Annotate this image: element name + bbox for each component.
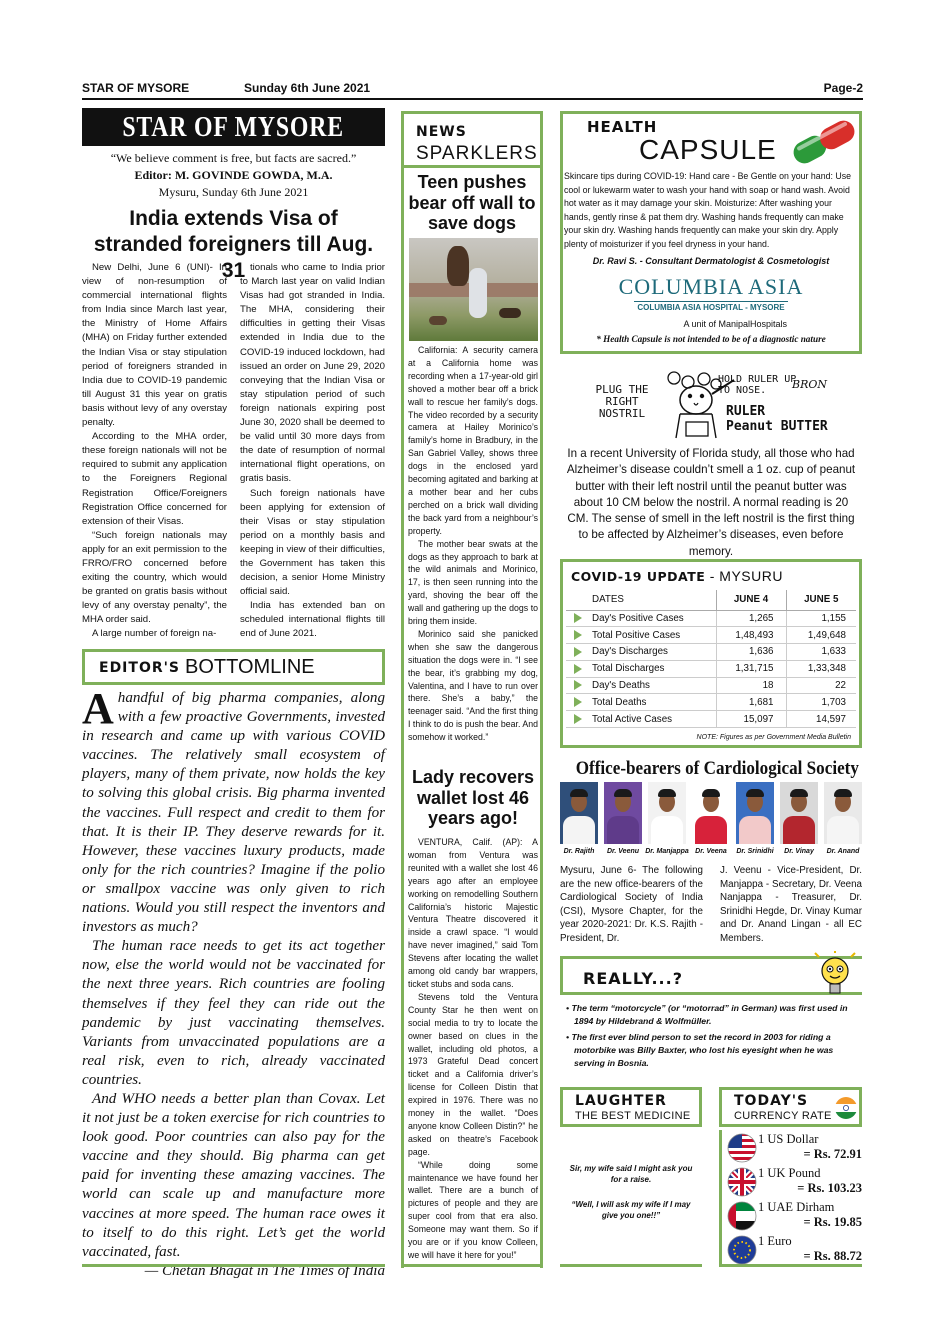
covid-value-june5: 1,155	[786, 610, 856, 627]
article-paragraph: Morinico said she panicked when she saw the dangerous situation the dogs were in. “I see the bear, it’s grabbing my dog, Valentina, and I have to run over there. She’s a baby,” the teenager said. “And the first thing I think to do is push the bear. And somehow it worked.”	[408, 628, 538, 743]
cartoon-label-ruler: RULER	[726, 404, 766, 419]
office-bearer-photo	[692, 782, 730, 844]
office-bearer	[736, 782, 774, 860]
article-paragraph: Such foreign nationals have been applying for extension of their Visas or stay stipulation period on a monthly basis and keeping in view of their difficulties, the Government has taken this decision, a senior Home Ministry official said.	[240, 487, 385, 598]
editors-label-bold: EDITOR'S	[99, 660, 180, 676]
news-right-rule	[540, 168, 543, 1268]
visa-column-1	[82, 261, 227, 642]
covid-value-june4: 1,265	[716, 610, 786, 627]
article-paragraph: The mother bear swats at the dogs as they approach to bark at the wild animals and Morinico, 17, is then seen running into the yard, shoving the bear off the wall and gathering up the dogs to bring them inside.	[408, 538, 538, 627]
currency-item	[722, 1232, 862, 1266]
article-paragraph: California: A security camera at a California home was recording when a 17-year-old girl shoved a mother bear off a brick wall to rescue her family’s dogs. The video recorded by a security camera at Hailey Morinico’s family’s home in Bradbury, in the San Gabriel Valley, shows three dogs in the enclosed yard becoming agitated and barking at a mother bear and her cubs perched on a brick wall dividing the back yard from a neighbour’s property.	[408, 345, 538, 536]
header-page-number: Page-2	[823, 81, 863, 95]
photo-girl	[469, 268, 487, 318]
covid-value-june4: 1,681	[716, 694, 786, 711]
uae-flag-icon	[727, 1201, 757, 1231]
hospital-unit: A unit of ManipalHospitals	[683, 319, 787, 329]
covid-header-june4: JUNE 4	[716, 590, 786, 610]
india-flag-icon	[834, 1096, 858, 1120]
row-arrow-icon	[574, 647, 582, 657]
covid-value-june5: 1,633	[786, 644, 856, 661]
alzheimer-text: In a recent University of Florida study, all those who had Alzheimer’s disease couldn’t smell a 1 oz. cup of peanut butter with their left nostril until the peanut butter was about 10 CM below the nostril. A normal reading is 20 CM. The sense of smell in the left nostril is the first thing to be affected by Alzheimer’s diseases, even before memory.	[566, 447, 856, 558]
office-bearer-name: Dr. Anand	[826, 848, 860, 855]
covid-header-dates: DATES	[592, 594, 624, 606]
editorial-first-paragraph: handful of big pharma companies, along with a few proactive Governments, invested in research and came up with various COVID vaccines. The relatively small ecosystem of players, many of them private, now holds the key to solving this global crisis. Big pharma invented the vaccines. Full respect and credit to them for that. It is their IP. They deserve rewards for it. However, these vaccines luxury products, made only for the rich countries? Imagine if the polio or smallpox vaccine was only given to rich nations. Would you still respect the inventors and investors as much?	[82, 690, 385, 936]
article-paragraph: India has extended ban on scheduled international flights till end of June 2021.	[240, 600, 385, 640]
editorial-bottom-rule	[82, 1264, 385, 1267]
covid-note: NOTE: Figures as per Government Media Bulletin	[696, 734, 851, 741]
news-bottom-rule	[401, 1264, 543, 1267]
photo-dog	[499, 308, 521, 318]
currency-item	[722, 1130, 862, 1164]
currency-label-box	[719, 1087, 862, 1127]
covid-row-label	[566, 694, 716, 711]
masthead-editor: Editor: M. GOVINDE GOWDA, M.A.	[134, 168, 333, 182]
currency-label-bold: TODAY'S	[734, 1093, 809, 1109]
office-bearer-name: Dr. Srinidhi	[736, 848, 774, 855]
covid-value-june4: 1,31,715	[716, 660, 786, 677]
health-tip-text	[564, 170, 858, 252]
covid-update-label	[571, 568, 783, 586]
covid-table	[566, 590, 856, 728]
news-sparklers-label	[401, 111, 543, 168]
masthead-logo	[82, 108, 385, 146]
office-bearer-photo	[736, 782, 774, 844]
news-label-light: SPARKLERS	[416, 143, 538, 164]
laughter-label-light: THE BEST MEDICINE	[575, 1110, 691, 1122]
masthead-info	[82, 150, 385, 201]
currency-item	[722, 1164, 862, 1198]
really-label: REALLY...?	[583, 969, 683, 988]
laughter-bottom-rule	[560, 1264, 702, 1267]
covid-row-label	[566, 610, 716, 627]
cartoon-caption-ruler: HOLD RULER UP TO NOSE.	[718, 374, 797, 396]
covid-value-june4: 15,097	[716, 711, 786, 728]
office-bearer-name: Dr. Veenu	[606, 848, 640, 855]
office-bearer-name: Dr. Vinay	[784, 848, 814, 855]
masthead-motto: “We believe comment is free, but facts are sacred.”	[110, 151, 357, 165]
currency-name: 1 Euro	[758, 1234, 792, 1248]
covid-value-june4: 1,48,493	[716, 627, 786, 644]
article-paragraph: “While doing some maintenance we have found her wallet. There are a bunch of pictures of people and they are super cool from that era also. Someone may want them. So if you are or if you know Colleen, we will have it here for you!”	[408, 1159, 538, 1260]
health-disclaimer: * Health Capsule is not intended to be of a diagnostic nature	[596, 334, 826, 344]
lightbulb-icon	[811, 951, 859, 1001]
office-bearer	[780, 782, 818, 860]
covid-row	[566, 644, 856, 661]
office-bearer	[604, 782, 642, 860]
currency-rate: = Rs. 88.72	[803, 1249, 862, 1263]
really-item-text: The first ever blind person to set the record in 2003 for riding a motorbike was Billy Baxter, who lost his eyesight when he was serving in Bosnia.	[571, 1032, 834, 1068]
article-paragraph: Stevens told the Ventura County Star he then went on social media to try to locate the owner based on clues in the wallet, including old photos, a 1973 Grateful Dead concert ticket and a California driver’s license for Colleen Distin that expired in 1976. There was no money in the wallet. “Does anyone know Colleen Distin?” he asked on theatre’s Facebook page.	[408, 991, 538, 1157]
currency-name: 1 UK Pound	[758, 1166, 821, 1180]
covid-row-label	[566, 660, 716, 677]
currency-name: 1 US Dollar	[758, 1132, 819, 1146]
row-arrow-icon	[574, 680, 582, 690]
bear-headline: Teen pushes bear off wall to save dogs	[408, 172, 536, 233]
covid-row-label	[566, 677, 716, 694]
covid-value-june4: 1,636	[716, 644, 786, 661]
health-doctor: Dr. Ravi S. - Consultant Dermatologist & Cosmetologist	[592, 256, 830, 266]
really-label-box	[560, 956, 862, 995]
editorial-body	[82, 684, 385, 1281]
editors-label-light: BOTTOMLINE	[185, 656, 315, 678]
covid-row	[566, 711, 856, 728]
health-bottom-rule	[560, 351, 862, 354]
covid-row	[566, 677, 856, 694]
covid-row-label	[566, 711, 716, 728]
cartoon-label-butter: Peanut BUTTER	[726, 419, 828, 434]
row-arrow-icon	[574, 664, 582, 674]
cardio-photos	[560, 782, 862, 860]
article-paragraph: tionals who came to India prior to March last year on valid Indian Visas had got stranded in India. The MHA, considering their difficulties in getting their Visas extended in India due to the COVID-19 induced lockdown, had issued an order on June 29, 2020 conveying that the Indian Visa or stay stipulation period of such foreign nationals expiring post June 30, 2020 shall be deemed to be valid until 30 more days from the date of resumption of normal international flight operations, on gratis basis.	[240, 262, 385, 485]
article-paragraph: “Such foreign nationals may apply for an exit permission to the FRRO/FRO concerned before exiting the country, which would be granted on gratis basis without levy of any overstay penalty”, the MHA order said.	[82, 529, 227, 626]
office-bearer	[824, 782, 862, 860]
header-date: Sunday 6th June 2021	[244, 81, 371, 95]
covid-value-june5: 22	[786, 677, 856, 694]
editorial-paragraph: And WHO needs a better plan than Covax. Let it not just be a token exercise for rich countries to look good. Poor countries can also pay for the vaccine and they should. Big pharma can get paid for inventing these amazing vaccines. The world can scale up and manufacture more vaccines at more speed. The human race owes it to itself to do this right. Let’s get the world vaccinated, fast.	[82, 1090, 385, 1260]
office-bearer	[645, 782, 689, 860]
office-bearer-photo	[648, 782, 686, 844]
office-bearer-photo	[824, 782, 862, 844]
wallet-story	[408, 836, 538, 1262]
bear-story	[408, 344, 538, 744]
cardio-text-col2: J. Veenu - Vice-President, Dr. Manjappa - Secretary, Dr. Veena Nanjappa - Treasurer, Dr. Srinidhi Hegde, Dr. Vinay Kumar and Dr. Anand Lingan - all EC Members.	[720, 865, 862, 944]
covid-row	[566, 627, 856, 644]
cartoon-signature: BRON	[792, 378, 828, 391]
cardio-title-text: Office-bearers of Cardiological Society	[575, 758, 859, 779]
really-item-text: The term “motorcycle” (or “motorrad” in German) was first used in 1894 by Hildebrand & Wolfmüller.	[571, 1003, 848, 1026]
row-arrow-icon	[574, 697, 582, 707]
news-label-bold: NEWS	[416, 124, 467, 140]
wallet-headline: Lady recovers wallet lost 46 years ago!	[411, 767, 535, 828]
laughter-label-bold: LAUGHTER	[575, 1093, 667, 1109]
covid-value-june5: 14,597	[786, 711, 856, 728]
currency-rate: = Rs. 19.85	[803, 1215, 862, 1229]
bear-photo	[409, 238, 538, 341]
columbia-asia-logo: COLUMBIA ASIA	[618, 274, 804, 299]
photo-dog	[429, 316, 447, 325]
article-paragraph: VENTURA, Calif. (AP): A woman from Ventura was reunited with a wallet she lost 46 years ago after an employee working on remodelling Southern California’s historic Majestic Ventura Theatre discovered it inside a crawl space. “I would have never imagined,” said Tom Stevens after locating the wallet among old candy bar wrappers, ticket stubs and soda cans.	[408, 837, 538, 989]
health-label-light: CAPSULE	[639, 134, 777, 165]
health-tip-body: Skincare tips during COVID-19: Hand care - Be Gentle on your hand: Use cool or lukewarm water to wash your hand with soap or hand wash. Avoid hot water as it may damage your skin. Moisturize: After washing your hands, gently rinse & pat them dry. Washing hands frequently can make your skin dry. Washing hands frequently can make your skin dry. Apply plenty of moisturizer if you feel dryness in your hand.	[564, 171, 852, 249]
covid-row	[566, 660, 856, 677]
covid-row-label	[566, 627, 716, 644]
covid-table-body	[566, 610, 856, 728]
office-bearer	[692, 782, 730, 860]
covid-label-light: - MYSURU	[709, 568, 783, 584]
cardio-text-col1: Mysuru, June 6- The following are the new office-bearers of the Cardiological Society of India (CSI), Mysore Chapter, for the year 2020-2021: Dr. K.S. Rajith - President, Dr.	[560, 865, 703, 944]
editorial-drop-cap: A	[82, 684, 114, 733]
row-arrow-icon	[574, 613, 582, 623]
currency-item	[722, 1198, 862, 1232]
row-arrow-icon	[574, 630, 582, 640]
health-label-bold: HEALTH	[587, 118, 658, 136]
covid-row-label-text: Day's Discharges	[592, 646, 668, 658]
office-bearer-photo	[604, 782, 642, 844]
editors-bottomline-label	[82, 649, 385, 685]
office-bearer-name: Dr. Rajith	[563, 848, 595, 855]
editorial-credit: — Chetan Bhagat in The Times of India	[144, 1262, 385, 1279]
health-capsule-label	[560, 111, 862, 167]
hospital-name: COLUMBIA ASIA HOSPITAL - MYSORE	[634, 301, 788, 312]
office-bearer-photo	[560, 782, 598, 844]
laughter-label-box	[560, 1087, 702, 1127]
header-paper-name: STAR OF MYSORE	[82, 81, 190, 95]
covid-value-june5: 1,703	[786, 694, 856, 711]
office-bearer-name: Dr. Veena	[695, 848, 727, 855]
covid-row-label-text: Total Discharges	[592, 663, 665, 675]
currency-name: 1 UAE Dirham	[758, 1200, 835, 1214]
page-header	[82, 80, 863, 100]
office-bearer	[560, 782, 598, 860]
covid-header-june5: JUNE 5	[786, 590, 856, 610]
row-arrow-icon	[574, 714, 582, 724]
office-bearer-photo	[780, 782, 818, 844]
covid-value-june4: 18	[716, 677, 786, 694]
covid-row-label-text: Total Active Cases	[592, 713, 673, 725]
article-paragraph: A large number of foreign na-	[92, 628, 217, 640]
covid-row	[566, 694, 856, 711]
cartoon-caption-plug: PLUG THE RIGHT NOSTRIL	[595, 383, 649, 420]
covid-row-label-text: Total Positive Cases	[592, 629, 681, 641]
office-bearer-name: Dr. Manjappa	[645, 848, 689, 855]
news-left-rule	[401, 168, 404, 1268]
covid-row-label-text: Day's Deaths	[592, 680, 650, 692]
covid-row-label	[566, 644, 716, 661]
visa-column-2	[240, 261, 385, 642]
joke-line-2: “Well, I will ask my wife if I may give you one!!”	[571, 1200, 691, 1220]
covid-label-bold: COVID-19 UPDATE	[571, 569, 706, 584]
editorial-paragraph: The human race needs to get its act together now, else the world would not be vaccinated for the next three years. Rich countries are fooling themselves if they feel they can ride out the pandemic by just vaccinating themselves. Variants from unvaccinated populations are a real risk, even to rich, already vaccinated countries.	[82, 938, 385, 1088]
joke-line-1: Sir, my wife said I might ask you for a raise.	[569, 1164, 693, 1184]
covid-row	[566, 610, 856, 627]
photo-bear	[447, 246, 469, 286]
eu-flag-icon	[727, 1235, 757, 1265]
covid-value-june5: 1,49,648	[786, 627, 856, 644]
masthead-dateline: Mysuru, Sunday 6th June 2021	[158, 185, 309, 199]
visa-headline: India extends Visa of stranded foreigners till Aug. 31	[93, 207, 374, 282]
really-list	[564, 1002, 862, 1070]
really-item: • The first ever blind person to set the record in 2003 for riding a motorbike was Billy Baxter, who lost his eyesight when he was serving in Bosnia.	[566, 1032, 834, 1068]
uk-flag-icon	[727, 1167, 757, 1197]
covid-update-box	[560, 559, 862, 748]
covid-value-june5: 1,33,348	[786, 660, 856, 677]
currency-rate: = Rs. 103.23	[797, 1181, 862, 1195]
pill-capsule-icon	[783, 116, 865, 168]
currency-list	[719, 1130, 862, 1267]
covid-row-label-text: Day's Positive Cases	[592, 612, 684, 624]
really-item: • The term “motorcycle” (or “motorrad” in German) was first used in 1894 by Hildebrand & Wolfmüller.	[566, 1003, 848, 1026]
article-paragraph: New Delhi, June 6 (UNI)- In view of non-resumption of commercial international flights from India since March last year, the Ministry of Home Affairs (MHA) on Friday further extended the Indian Visa or stay stipulation period of foreigners stranded in India due to COVID-19 pandemic till August 31 this year on gratis basis without levy of any overstay penalty.	[82, 262, 227, 429]
us-flag-icon	[727, 1133, 757, 1163]
peanut-butter-cartoon	[564, 370, 862, 442]
covid-row-label-text: Total Deaths	[592, 696, 647, 708]
currency-label-light: CURRENCY RATE	[734, 1110, 832, 1122]
article-paragraph: According to the MHA order, these foreign nationals will not be required to submit any application to the Foreigners Regional Registration Office/Foreigners Registration Office concerned for extension of their Visas.	[82, 431, 227, 527]
cardio-title	[560, 758, 862, 780]
currency-rate: = Rs. 72.91	[803, 1147, 862, 1161]
masthead-logo-text: STAR OF MYSORE	[122, 111, 345, 143]
